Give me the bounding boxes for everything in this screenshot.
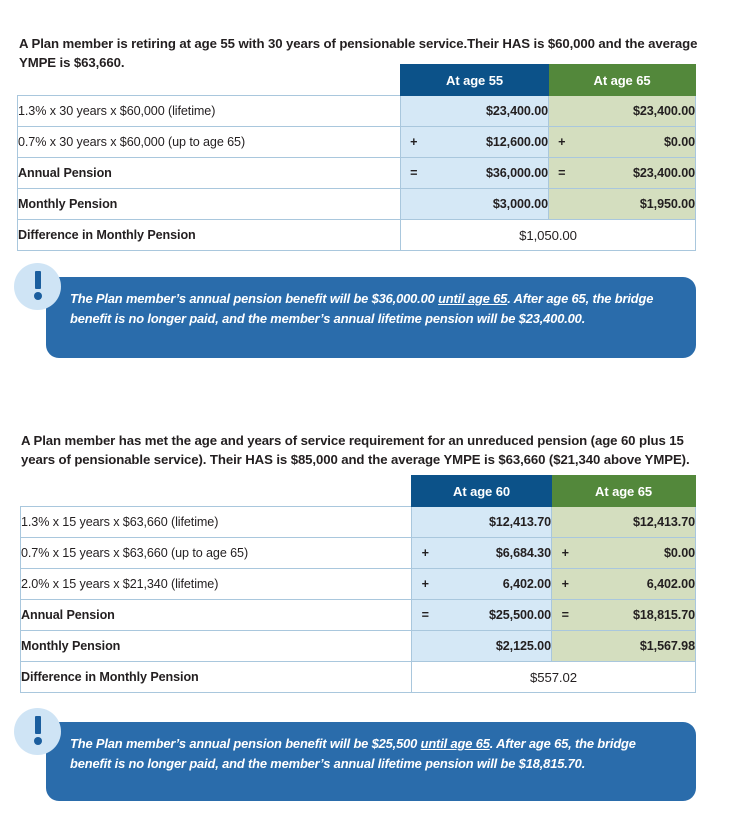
row-value-green: $23,400.00 bbox=[575, 96, 696, 127]
row-operator-blue: + bbox=[412, 569, 439, 600]
row-operator-blue: + bbox=[412, 538, 439, 569]
row-label: Monthly Pension bbox=[18, 189, 401, 220]
row-value-blue: $23,400.00 bbox=[427, 96, 549, 127]
header-blank-cell bbox=[21, 476, 412, 507]
row-label: Monthly Pension bbox=[21, 631, 412, 662]
exclamation-dot bbox=[34, 292, 42, 300]
row-label: 1.3% x 30 years x $60,000 (lifetime) bbox=[18, 96, 401, 127]
row-value-green: $23,400.00 bbox=[575, 158, 696, 189]
difference-label: Difference in Monthly Pension bbox=[21, 662, 412, 693]
row-value-blue: $6,684.30 bbox=[439, 538, 552, 569]
table-row bbox=[21, 507, 696, 538]
table-difference-row bbox=[18, 220, 696, 251]
row-value-green: $18,815.70 bbox=[579, 600, 696, 631]
table-row bbox=[18, 158, 696, 189]
row-value-blue: $12,600.00 bbox=[427, 127, 549, 158]
table-row bbox=[18, 189, 696, 220]
row-operator-blue bbox=[412, 507, 439, 538]
example-1-callout bbox=[14, 263, 696, 358]
table-row bbox=[21, 569, 696, 600]
header-blank-cell bbox=[18, 65, 401, 96]
row-label: 0.7% x 30 years x $60,000 (up to age 65) bbox=[18, 127, 401, 158]
column-header-at-age-65: At age 65 bbox=[552, 476, 696, 507]
row-operator-green bbox=[549, 96, 575, 127]
table-row bbox=[21, 631, 696, 662]
callout-text: The Plan member’s annual pension benefit will be $36,000.00 until age 65. After age 65, the bridge benefit is no longer paid, and the member’s annual lifetime pension will be $23,400.00. bbox=[70, 291, 654, 326]
example-2-intro-paragraph: A Plan member has met the age and years of service requirement for an unreduced pension (age 60 plus 15 years of pensionable service). Their HAS is $85,000 and the average YMPE is $63,660 ($21,340 above YMPE). bbox=[21, 433, 690, 467]
row-value-green: $0.00 bbox=[579, 538, 696, 569]
row-operator-green bbox=[549, 189, 575, 220]
table-header-row bbox=[21, 476, 696, 507]
row-operator-green: + bbox=[549, 127, 575, 158]
row-operator-green: + bbox=[552, 569, 579, 600]
row-operator-green bbox=[552, 631, 579, 662]
exclamation-icon bbox=[14, 708, 61, 755]
exclamation-stem bbox=[35, 271, 41, 289]
pension-calculation-table-2 bbox=[20, 475, 696, 693]
exclamation-dot bbox=[34, 737, 42, 745]
table-header-row bbox=[18, 65, 696, 96]
pension-calculation-table-1 bbox=[17, 64, 696, 251]
row-value-blue: $12,413.70 bbox=[439, 507, 552, 538]
example-1-intro-paragraph: A Plan member is retiring at age 55 with 30 years of pensionable service.Their HAS is $60,000 and the average YMPE is $63,660. bbox=[19, 36, 698, 70]
column-header-at-age-65: At age 65 bbox=[549, 65, 696, 96]
row-operator-green: + bbox=[552, 538, 579, 569]
column-header-at-age-55: At age 55 bbox=[401, 65, 549, 96]
exclamation-stem bbox=[35, 716, 41, 734]
table-row bbox=[21, 600, 696, 631]
row-value-blue: $36,000.00 bbox=[427, 158, 549, 189]
row-value-green: $12,413.70 bbox=[579, 507, 696, 538]
table-row bbox=[21, 538, 696, 569]
row-operator-green: = bbox=[549, 158, 575, 189]
row-label: 1.3% x 15 years x $63,660 (lifetime) bbox=[21, 507, 412, 538]
row-value-blue: $25,500.00 bbox=[439, 600, 552, 631]
row-operator-blue bbox=[412, 631, 439, 662]
row-value-green: $0.00 bbox=[575, 127, 696, 158]
example-2-callout bbox=[14, 708, 696, 801]
row-value-blue: 6,402.00 bbox=[439, 569, 552, 600]
column-header-at-age-60: At age 60 bbox=[412, 476, 552, 507]
row-operator-blue: = bbox=[401, 158, 427, 189]
row-label: 0.7% x 15 years x $63,660 (up to age 65) bbox=[21, 538, 412, 569]
row-value-blue: $2,125.00 bbox=[439, 631, 552, 662]
table-difference-row bbox=[21, 662, 696, 693]
row-value-green: 6,402.00 bbox=[579, 569, 696, 600]
row-operator-blue: = bbox=[412, 600, 439, 631]
row-value-green: $1,567.98 bbox=[579, 631, 696, 662]
row-operator-green bbox=[552, 507, 579, 538]
exclamation-icon bbox=[14, 263, 61, 310]
table-row bbox=[18, 127, 696, 158]
row-label: Annual Pension bbox=[21, 600, 412, 631]
difference-label: Difference in Monthly Pension bbox=[18, 220, 401, 251]
row-operator-blue bbox=[401, 189, 427, 220]
row-operator-blue bbox=[401, 96, 427, 127]
row-operator-green: = bbox=[552, 600, 579, 631]
table-row bbox=[18, 96, 696, 127]
row-value-green: $1,950.00 bbox=[575, 189, 696, 220]
row-label: 2.0% x 15 years x $21,340 (lifetime) bbox=[21, 569, 412, 600]
difference-value: $557.02 bbox=[412, 662, 696, 693]
row-operator-blue: + bbox=[401, 127, 427, 158]
difference-value: $1,050.00 bbox=[401, 220, 696, 251]
row-label: Annual Pension bbox=[18, 158, 401, 189]
row-value-blue: $3,000.00 bbox=[427, 189, 549, 220]
callout-text: The Plan member’s annual pension benefit will be $25,500 until age 65. After age 65, the bridge benefit is no longer paid, and the member’s annual lifetime pension will be $18,815.70. bbox=[70, 736, 636, 771]
